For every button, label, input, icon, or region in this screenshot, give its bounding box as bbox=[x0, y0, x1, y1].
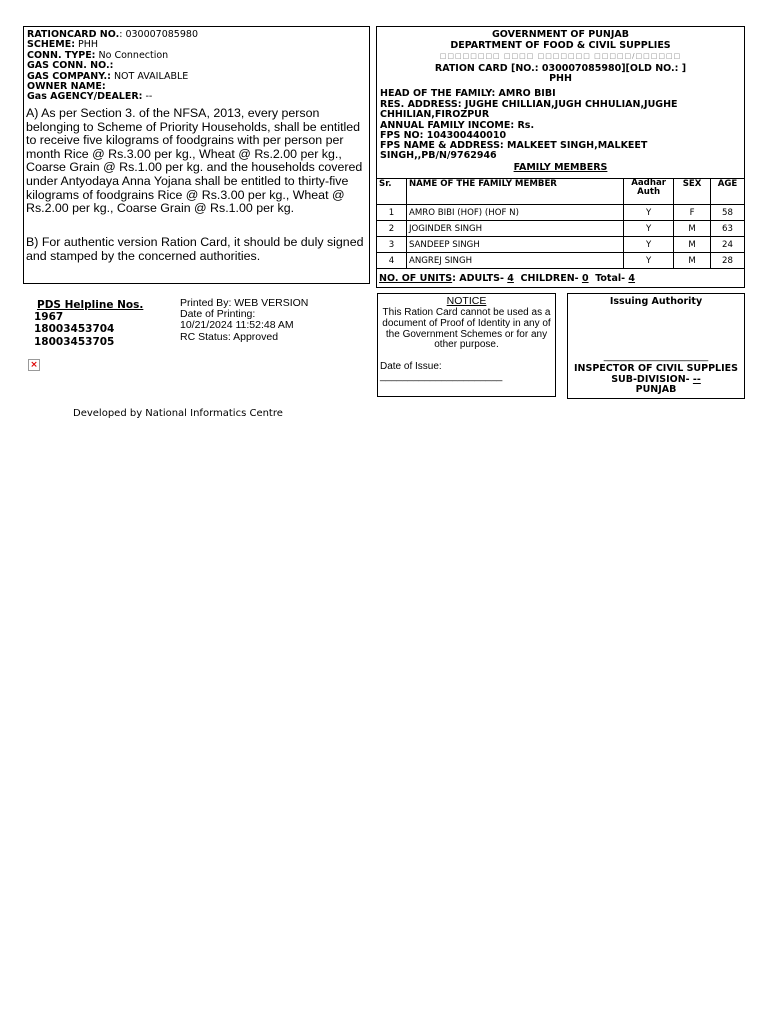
table-row bbox=[377, 237, 745, 253]
total-label: Total- bbox=[595, 273, 626, 284]
sub-division-label: SUB-DIVISION- bbox=[611, 374, 690, 385]
table-row bbox=[377, 253, 745, 269]
cell-sr: 1 bbox=[377, 205, 407, 221]
col-sr: Sr. bbox=[377, 179, 407, 205]
notice-title: NOTICE bbox=[446, 295, 487, 307]
res-address: RES. ADDRESS: JUGHE CHILLIAN,JUGH CHHULIAN,JUGHE CHHILIAN,FIROZPUR bbox=[380, 99, 678, 121]
date-of-issue-line: ______________________ bbox=[380, 371, 503, 382]
helpline-number: 18003453704 bbox=[34, 323, 115, 336]
cell-age: 58 bbox=[711, 205, 745, 221]
sub-division-value: -- bbox=[692, 374, 701, 385]
broken-image-icon: × bbox=[28, 359, 40, 371]
notice-box bbox=[377, 293, 556, 397]
gas-agency-value: -- bbox=[145, 91, 153, 103]
fps-no: FPS NO: 104300440010 bbox=[380, 130, 507, 141]
gas-company-label: GAS COMPANY.: bbox=[27, 70, 111, 82]
ration-card-number: RATION CARD [NO.: 030007085980][OLD NO.: ] bbox=[434, 63, 687, 74]
units-line bbox=[379, 274, 744, 284]
cell-sr: 2 bbox=[377, 221, 407, 237]
col-sex: SEX bbox=[674, 179, 711, 205]
date-of-printing-value: 10/21/2024 11:52:48 AM bbox=[180, 319, 294, 332]
authentic-note: B) For authentic version Ration Card, it should be duly signed and stamped by the concerned authorities. bbox=[26, 235, 364, 263]
helpline-number: 18003453705 bbox=[34, 335, 115, 348]
printed-info bbox=[180, 298, 370, 343]
adults-label: : ADULTS- bbox=[452, 273, 504, 284]
nfsa-paragraph: A) As per Section 3. of the NFSA, 2013, every person belonging to Scheme of Priority Households, shall be entitled to receive five kilograms of foodgrains with per person per month Rice @ Rs.3.00 per kg., Wheat @ Rs.2.00 per kg., Coarse Grain @ Rs.1.00 per kg. and the households covered under Antyodaya Anna Yojana shall be entitled to thirty-five kilograms of foodgrains Rice @ Rs.3.00 per kg., Wheat @ Rs.2.00 per kg., Coarse Grain @ Rs.1.00 per kg. bbox=[26, 106, 363, 216]
family-members-table bbox=[376, 178, 745, 269]
signature-line: ______________________ bbox=[603, 351, 709, 362]
issuing-authority-box bbox=[567, 293, 745, 399]
gas-conn-label: GAS CONN. NO.: bbox=[27, 60, 114, 72]
inspector-title: INSPECTOR OF CIVIL SUPPLIES bbox=[574, 363, 738, 374]
units-label: NO. OF UNITS bbox=[379, 273, 453, 284]
table-row bbox=[377, 221, 745, 237]
cell-sex: M bbox=[674, 237, 711, 253]
family-members-title: FAMILY MEMBERS bbox=[513, 162, 608, 173]
gas-company-value: NOT AVAILABLE bbox=[113, 70, 189, 82]
cell-sr: 4 bbox=[377, 253, 407, 269]
helpline-block bbox=[34, 299, 184, 348]
issuing-authority-title: Issuing Authority bbox=[609, 296, 703, 307]
cell-name: SANDEEP SINGH bbox=[406, 237, 623, 253]
scheme-center: PHH bbox=[549, 73, 572, 84]
ration-card-value: : 030007085980 bbox=[119, 29, 198, 40]
cell-name: JOGINDER SINGH bbox=[406, 221, 623, 237]
cell-name: AMRO BIBI (HOF) (HOF N) bbox=[406, 205, 623, 221]
scheme-label: SCHEME: bbox=[27, 39, 75, 51]
children-count: 0 bbox=[581, 273, 589, 284]
gas-details bbox=[27, 30, 367, 103]
date-of-issue-label: Date of Issue: bbox=[380, 361, 442, 372]
adults-count: 4 bbox=[507, 273, 514, 284]
regional-script-line: □□□□□□□□ □□□□ □□□□□□□ □□□□□/□□□□□□ bbox=[439, 52, 682, 60]
gas-agency-label: Gas AGENCY/DEALER: bbox=[27, 91, 143, 103]
cell-aadhar: Y bbox=[624, 205, 674, 221]
state-name: PUNJAB bbox=[635, 384, 677, 395]
helpline-number: 1967 bbox=[34, 311, 64, 324]
gov-title: GOVERNMENT OF PUNJAB bbox=[491, 29, 630, 40]
cell-sex: F bbox=[674, 205, 711, 221]
date-of-printing-label: Date of Printing: bbox=[180, 308, 256, 321]
table-row bbox=[377, 205, 745, 221]
children-label: CHILDREN- bbox=[520, 273, 579, 284]
total-count: 4 bbox=[628, 273, 636, 284]
owner-name-label: OWNER NAME: bbox=[27, 81, 106, 93]
cell-aadhar: Y bbox=[624, 253, 674, 269]
cell-aadhar: Y bbox=[624, 237, 674, 253]
col-name: NAME OF THE FAMILY MEMBER bbox=[406, 179, 623, 205]
cell-sex: M bbox=[674, 221, 711, 237]
col-aadhar: Aadhar Auth bbox=[624, 179, 674, 205]
cell-age: 28 bbox=[711, 253, 745, 269]
left-info-box bbox=[23, 26, 370, 284]
ration-card-label: RATIONCARD NO. bbox=[27, 29, 120, 40]
cell-sr: 3 bbox=[377, 237, 407, 253]
cell-age: 63 bbox=[711, 221, 745, 237]
col-age: AGE bbox=[711, 179, 745, 205]
table-header-row bbox=[377, 179, 745, 205]
head-of-family: HEAD OF THE FAMILY: AMRO BIBI bbox=[380, 88, 556, 99]
dept-title: DEPARTMENT OF FOOD & CIVIL SUPPLIES bbox=[450, 40, 671, 51]
fps-name-address: FPS NAME & ADDRESS: MALKEET SINGH,MALKEET SINGH,,PB/N/9762946 bbox=[380, 140, 648, 162]
annual-income: ANNUAL FAMILY INCOME: Rs. bbox=[380, 120, 535, 131]
conn-type-value: No Connection bbox=[98, 49, 169, 61]
helpline-title: PDS Helpline Nos. bbox=[37, 299, 144, 311]
cell-age: 24 bbox=[711, 237, 745, 253]
cell-aadhar: Y bbox=[624, 221, 674, 237]
scheme-value: PHH bbox=[78, 39, 99, 51]
conn-type-label: CONN. TYPE: bbox=[27, 49, 96, 61]
notice-body: This Ration Card cannot be used as a document of Proof of Identity in any of the Government Schemes or for any other purpose. bbox=[382, 307, 551, 351]
cell-sex: M bbox=[674, 253, 711, 269]
printed-by: Printed By: WEB VERSION bbox=[180, 297, 309, 309]
cell-name: ANGREJ SINGH bbox=[406, 253, 623, 269]
rc-status: RC Status: Approved bbox=[180, 330, 279, 343]
footer-credit: Developed by National Informatics Centre bbox=[73, 408, 283, 419]
